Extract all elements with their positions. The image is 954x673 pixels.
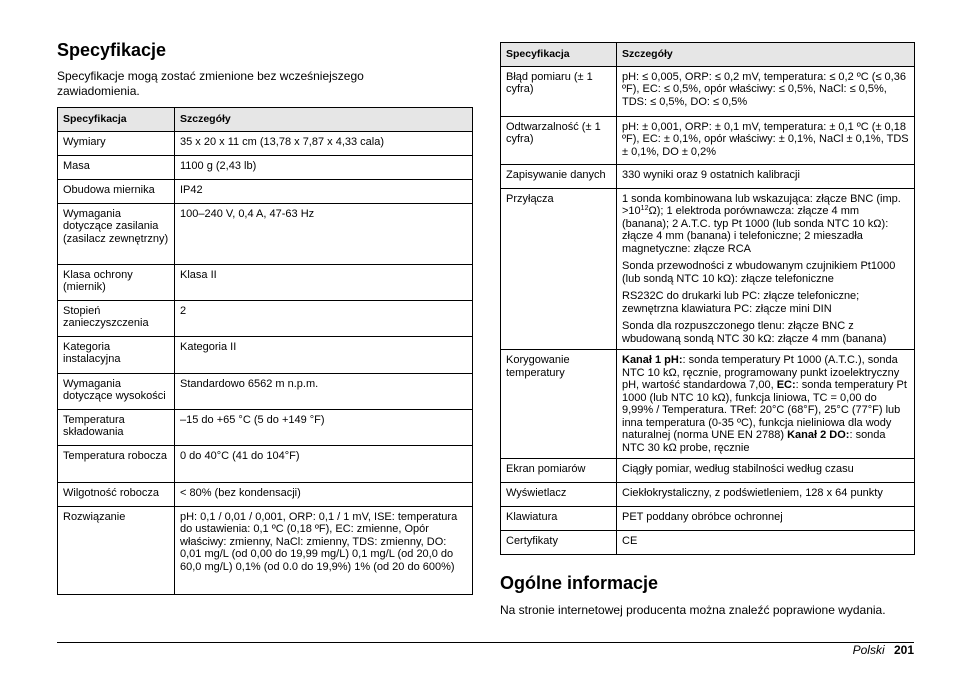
- table-row: [501, 66, 915, 116]
- spec-value: 35 x 20 x 11 cm (13,78 x 7,87 x 4,33 cala): [175, 131, 473, 155]
- page-footer: [853, 643, 914, 657]
- bold-label: Kanał 1 pH:: [622, 354, 683, 366]
- table-header-row: [501, 43, 915, 67]
- bold-label: Kanał 2 DO:: [787, 429, 850, 441]
- table-row: [501, 507, 915, 531]
- text-fragment: : sonda NTC 30 kΩ probe, ręcznie: [622, 429, 886, 454]
- table-row: [501, 483, 915, 507]
- table-row: [58, 445, 473, 482]
- spec-label: Ekran pomiarów: [501, 459, 617, 483]
- spec-value: PET poddany obróbce ochronnej: [617, 507, 915, 531]
- spec-value: Ciekłokrystaliczny, z podświetleniem, 128 x 64 punkty: [617, 483, 915, 507]
- spec-label: Stopień zanieczyszczenia: [58, 300, 175, 336]
- spec-label: Wyświetlacz: [501, 483, 617, 507]
- spec-value: Klasa II: [175, 264, 473, 300]
- table-row: [58, 131, 473, 155]
- table-header-row: [58, 108, 473, 132]
- spec-value: Standardowo 6562 m n.p.m.: [175, 373, 473, 409]
- bold-label: EC:: [776, 379, 796, 391]
- table-row: [501, 164, 915, 188]
- table-row: [58, 179, 473, 203]
- spec-value: 0 do 40°C (41 do 104°F): [175, 445, 473, 482]
- table-row: [58, 203, 473, 264]
- spec-label: Temperatura składowania: [58, 409, 175, 445]
- spec-label: Wymagania dotyczące wysokości: [58, 373, 175, 409]
- table-row: [501, 459, 915, 483]
- spec-value: Ciągły pomiar, według stabilności według czasu: [617, 459, 915, 483]
- spec-value: [617, 188, 915, 350]
- spec-label: Wymagania dotyczące zasilania (zasilacz zewnętrzny): [58, 203, 175, 264]
- connector-paragraph: Sonda przewodności z wbudowanym czujnikiem Pt1000 (lub sondą NTC 10 kΩ): złącze telefoniczne: [622, 260, 896, 285]
- table-row: [501, 188, 915, 350]
- table-row: [58, 373, 473, 409]
- spec-label: Zapisywanie danych: [501, 164, 617, 188]
- spec-value: IP42: [175, 179, 473, 203]
- spec-label: Wilgotność robocza: [58, 482, 175, 506]
- table-row: [501, 116, 915, 164]
- spec-value: [617, 350, 915, 459]
- section-heading-general-info: Ogólne informacje: [500, 573, 659, 593]
- spec-label: Wymiary: [58, 131, 175, 155]
- spec-value: –15 do +65 °C (5 do +149 °F): [175, 409, 473, 445]
- spec-label: Błąd pomiaru (± 1 cyfra): [501, 66, 617, 116]
- table-row: [58, 336, 473, 373]
- spec-label: Certyfikaty: [501, 531, 617, 555]
- spec-label: Rozwiązanie: [58, 506, 175, 594]
- spec-label: Przyłącza: [501, 188, 617, 350]
- table-row: [501, 350, 915, 459]
- spec-value: < 80% (bez kondensacji): [175, 482, 473, 506]
- text-fragment: Ω); 1 elektroda porównawcza: złącze 4 mm (banana); 2 A.T.C. typ Pt 1000 (lub sonda NTC 10 kΩ): złącze 4 mm (banana) i telefoniczne; 2 mieszadła magnetyczne: złącze RCA: [622, 205, 889, 255]
- text-fragment: : sonda temperatury Pt 1000 (lub NTC 10 kΩ), funkcja liniowa, TC = 0,00 do 9,99% / Temperatura. TRef: 20°C (68°F), 25°C (77°F) lub inna temperatura (0-35 ºC), funkcja nieliniowa dla wody naturalnej (norma UNE EN 2788): [622, 379, 907, 441]
- spec-value: 100–240 V, 0,4 A, 47-63 Hz: [175, 203, 473, 264]
- section-heading-specifications: Specyfikacje: [57, 40, 167, 60]
- superscript: 12: [640, 205, 649, 212]
- spec-label: Korygowanie temperatury: [501, 350, 617, 459]
- specs-table-right: [500, 42, 915, 555]
- column-header: Szczegóły: [175, 108, 473, 132]
- general-info-text: Na stronie internetowej producenta można znaleźć poprawione wydania.: [500, 603, 886, 617]
- spec-value: pH: 0,1 / 0,01 / 0,001, ORP: 0,1 / 1 mV, ISE: temperatura do ustawienia: 0,1 ºC (0,18 ºF), EC: zmienne, Opór właściwy: zmienny, NaCl: zmienny, TDS: zmienny, DO: 0,01 mg/L (od 0,00 do 19,99 mg/L) 0,1 mg/L (od 20,0 do 60,0 mg/L) 0,1% (od 0.0 do 19,9%) 1% (od 20 do 600%): [175, 506, 473, 594]
- spec-label: Masa: [58, 155, 175, 179]
- spec-value: 1100 g (2,43 lb): [175, 155, 473, 179]
- spec-value: 330 wyniki oraz 9 ostatnich kalibracji: [617, 164, 915, 188]
- spec-label: Obudowa miernika: [58, 179, 175, 203]
- spec-label: Temperatura robocza: [58, 445, 175, 482]
- spec-value: CE: [617, 531, 915, 555]
- spec-label: Kategoria instalacyjna: [58, 336, 175, 373]
- spec-value: pH: ≤ 0,005, ORP: ≤ 0,2 mV, temperatura: ≤ 0,2 ºC (≤ 0,36 ºF), EC: ≤ 0,5%, opór właściwy: ≤ 0,5%, NaCl: ≤ 0,5%, TDS: ≤ 0,5%, DO: ≤ 0,5%: [617, 66, 915, 116]
- spec-value: 2: [175, 300, 473, 336]
- spec-value: Kategoria II: [175, 336, 473, 373]
- page-number: 201: [893, 643, 914, 657]
- text-fragment: : sonda temperatury Pt 1000 (A.T.C.), sonda NTC 10 kΩ, ręcznie, programowany punkt izoelektryczny pH, wartość standardowa 7,00,: [622, 354, 900, 391]
- column-header: Specyfikacja: [58, 108, 175, 132]
- table-row: [58, 506, 473, 594]
- table-row: [58, 264, 473, 300]
- table-row: [58, 155, 473, 179]
- table-row: [58, 482, 473, 506]
- column-header: Szczegóły: [617, 43, 915, 67]
- connector-paragraph: RS232C do drukarki lub PC: złącze telefoniczne; zewnętrzna klawiatura PC: złącze mini DIN: [622, 290, 860, 315]
- specs-table-left: [57, 107, 473, 595]
- table-row: [58, 409, 473, 445]
- footer-divider: [57, 642, 914, 643]
- spec-label: Klasa ochrony (miernik): [58, 264, 175, 300]
- spec-label: Odtwarzalność (± 1 cyfra): [501, 116, 617, 164]
- text-fragment: 1 sonda kombinowana lub wskazująca: złącze BNC (imp. >10: [622, 192, 901, 217]
- spec-value: pH: ± 0,001, ORP: ± 0,1 mV, temperatura: ± 0,1 ºC (± 0,18 ºF), EC: ± 0,1%, opór właściwy: ± 0,1%, NaCl ± 0,1%, TDS ± 0,1%, DO ± 0,2%: [617, 116, 915, 164]
- spec-label: Klawiatura: [501, 507, 617, 531]
- connector-paragraph: [622, 193, 909, 256]
- connector-paragraph: Sonda dla rozpuszczonego tlenu: złącze BNC z wbudowaną sondą NTC 30 kΩ: złącze 4 mm (banana): [622, 320, 887, 345]
- intro-text: Specyfikacje mogą zostać zmienione bez wcześniejszego zawiadomienia.: [57, 69, 364, 98]
- table-row: [501, 531, 915, 555]
- column-header: Specyfikacja: [501, 43, 617, 67]
- footer-language: Polski: [852, 643, 885, 657]
- table-row: [58, 300, 473, 336]
